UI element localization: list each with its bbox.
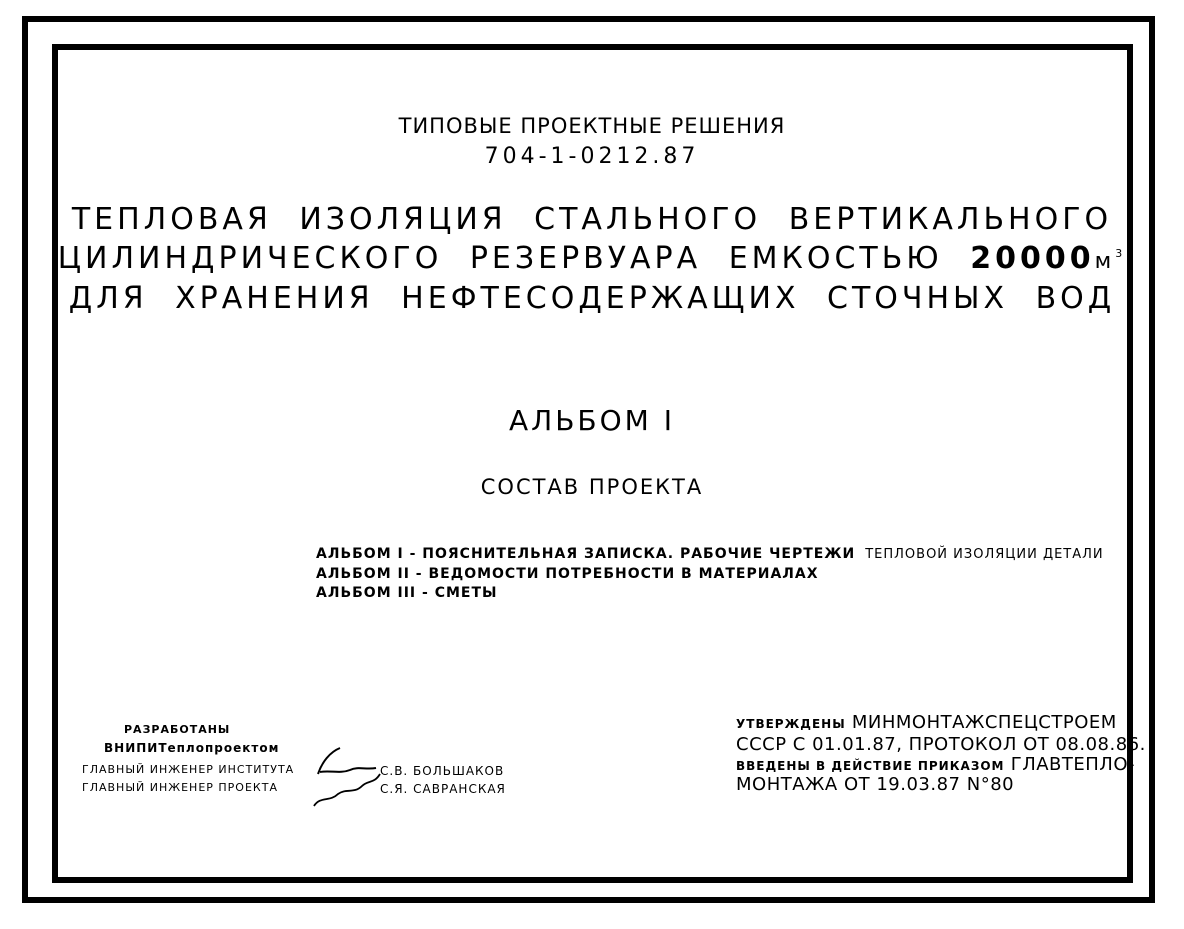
title-line-2-text: ЦИЛИНДРИЧЕСКОГО РЕЗЕРВУАРА ЕМКОСТЬЮ [57,241,943,276]
contents-item-tail: ТЕПЛОВОЙ ИЗОЛЯЦИИ ДЕТАЛИ [865,547,1104,562]
volume-unit: м [1094,249,1116,274]
contents-item-label: АЛЬБОМ III - СМЕТЫ [316,585,498,601]
approval-line-3-big: ГЛАВТЕПЛО- [1010,754,1135,775]
approval-line-2: СССР С 01.01.87, ПРОТОКОЛ ОТ 08.08.86. [736,734,1146,755]
contents-item-label: АЛЬБОМ II - ВЕДОМОСТИ ПОТРЕБНОСТИ В МАТЕРИАЛАХ [316,566,819,582]
chief-engineer-project-name: С.Я. САВРАНСКАЯ [380,782,506,796]
album-heading: АЛЬБОМ I [509,404,675,437]
chief-engineer-project-role: ГЛАВНЫЙ ИНЖЕНЕР ПРОЕКТА [82,781,278,794]
contents-item [316,586,498,600]
series-heading: ТИПОВЫЕ ПРОЕКТНЫЕ РЕШЕНИЯ [398,114,786,138]
contents-item [316,567,819,581]
approval-line-1-small: УТВЕРЖДЕНЫ [736,717,846,731]
signature-graphic [300,744,386,814]
approval-line-3-small: ВВЕДЕНЫ В ДЕЙСТВИЕ ПРИКАЗОМ [736,759,1005,773]
contents-item-label: АЛЬБОМ I - ПОЯСНИТЕЛЬНАЯ ЗАПИСКА. РАБОЧИЕ ЧЕРТЕЖИ [316,546,856,562]
title-line-1: ТЕПЛОВАЯ ИЗОЛЯЦИЯ СТАЛЬНОГО ВЕРТИКАЛЬНОГО [71,202,1113,237]
approval-line-1-big: МИНМОНТАЖСПЕЦСТРОЕМ [851,712,1117,733]
chief-engineer-institute-name: С.В. БОЛЬШАКОВ [380,764,505,778]
developer-org: ВНИПИТеплопроектом [104,741,280,755]
approval-line-3 [736,756,1135,774]
contents-item [316,547,1104,561]
volume-unit-power: 3 [1115,247,1127,260]
approval-line-1 [736,714,1117,732]
project-code: 704-1-0212.87 [484,144,700,169]
title-line-2 [0,241,1184,276]
title-line-3: ДЛЯ ХРАНЕНИЯ НЕФТЕСОДЕРЖАЩИХ СТОЧНЫХ ВОД [68,281,1116,316]
contents-heading: СОСТАВ ПРОЕКТА [480,475,704,499]
approval-line-4: МОНТАЖА ОТ 19.03.87 N°80 [736,774,1015,795]
chief-engineer-institute-role: ГЛАВНЫЙ ИНЖЕНЕР ИНСТИТУТА [82,763,295,776]
tank-volume: 20000 [970,241,1095,276]
developed-label: РАЗРАБОТАНЫ [124,723,231,736]
